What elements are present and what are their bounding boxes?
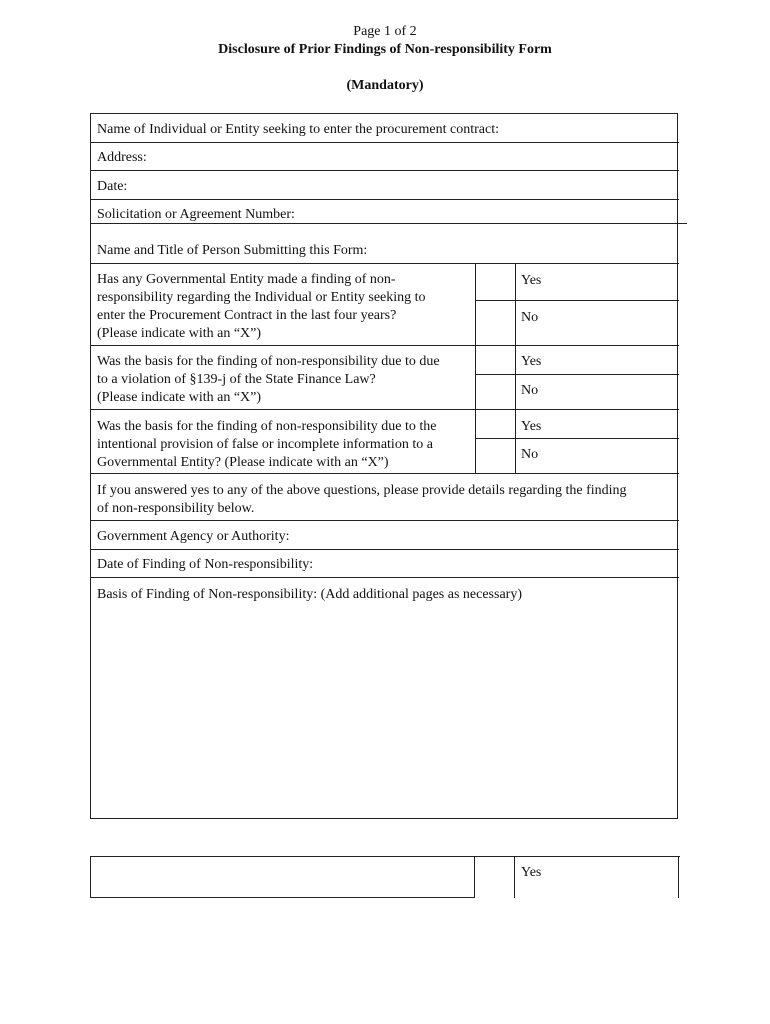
row-divider <box>91 549 679 550</box>
question-3-no-label: No <box>521 447 539 462</box>
address-field-label: Address: <box>97 150 147 165</box>
question-3-line-3: Governmental Entity? (Please indicate with an “X”) <box>97 455 389 470</box>
table-border <box>90 856 91 898</box>
question-2-line-1: Was the basis for the finding of non-responsibility due to due <box>97 354 440 369</box>
question-column-divider <box>475 263 476 473</box>
row-divider <box>91 473 679 474</box>
question-3-no-checkbox[interactable] <box>477 440 514 472</box>
basis-field-label: Basis of Finding of Non-responsibility: (Add additional pages as necessary) <box>97 587 522 602</box>
question-2-no-label: No <box>521 383 539 398</box>
solicitation-field-label: Solicitation or Agreement Number: <box>97 207 295 222</box>
answer-column-divider <box>514 856 515 898</box>
date-field-label: Date: <box>97 179 128 194</box>
question-1-line-2: responsibility regarding the Individual or Entity seeking to <box>97 290 426 305</box>
question-2-no-checkbox[interactable] <box>477 376 514 408</box>
row-divider <box>90 856 680 857</box>
question-2-yes-checkbox[interactable] <box>477 347 514 373</box>
row-divider <box>91 345 679 346</box>
question-3-yes-label: Yes <box>521 419 542 434</box>
page-label: Page 1 of 2 <box>353 24 417 39</box>
disclosure-form <box>90 113 678 819</box>
row-divider <box>475 374 679 375</box>
next-yes-checkbox[interactable] <box>476 858 513 896</box>
row-divider <box>91 142 679 143</box>
question-1-line-4: (Please indicate with an “X”) <box>97 326 262 341</box>
question-3-line-1: Was the basis for the finding of non-responsibility due to the <box>97 419 437 434</box>
question-1-yes-checkbox[interactable] <box>477 265 514 299</box>
row-divider <box>91 170 679 171</box>
question-1-no-label: No <box>521 310 539 325</box>
question-1-line-1: Has any Governmental Entity made a finding of non- <box>97 272 396 287</box>
question-2-line-2: to a violation of §139-j of the State Finance Law? <box>97 372 376 387</box>
question-1-no-checkbox[interactable] <box>477 302 514 344</box>
form-subtitle: (Mandatory) <box>346 78 424 93</box>
row-divider <box>475 300 679 301</box>
row-divider <box>91 409 679 410</box>
form-title: Disclosure of Prior Findings of Non-responsibility Form <box>218 42 552 57</box>
row-divider <box>91 223 687 224</box>
row-divider <box>475 438 679 439</box>
question-1-yes-label: Yes <box>521 273 542 288</box>
next-page-table <box>90 856 680 900</box>
row-divider <box>91 520 679 521</box>
name-field-label: Name of Individual or Entity seeking to enter the procurement contract: <box>97 122 499 137</box>
row-divider <box>91 263 679 264</box>
row-divider <box>90 897 475 898</box>
basis-text-area[interactable] <box>95 609 673 814</box>
next-yes-label: Yes <box>521 865 542 880</box>
answer-column-divider <box>515 263 516 473</box>
row-divider <box>91 199 679 200</box>
question-2-line-3: (Please indicate with an “X”) <box>97 390 262 405</box>
finding-date-field-label: Date of Finding of Non-responsibility: <box>97 557 314 572</box>
details-instruction-line-1: If you answered yes to any of the above questions, please provide details regarding the finding <box>97 483 627 498</box>
submitter-field-label: Name and Title of Person Submitting this Form: <box>97 243 368 258</box>
question-3-yes-checkbox[interactable] <box>477 411 514 437</box>
table-border <box>678 856 679 898</box>
row-divider <box>91 577 679 578</box>
agency-field-label: Government Agency or Authority: <box>97 529 290 544</box>
question-2-yes-label: Yes <box>521 354 542 369</box>
question-3-line-2: intentional provision of false or incomplete information to a <box>97 437 433 452</box>
question-1-line-3: enter the Procurement Contract in the last four years? <box>97 308 397 323</box>
question-column-divider <box>474 856 475 898</box>
details-instruction-line-2: of non-responsibility below. <box>97 501 255 516</box>
